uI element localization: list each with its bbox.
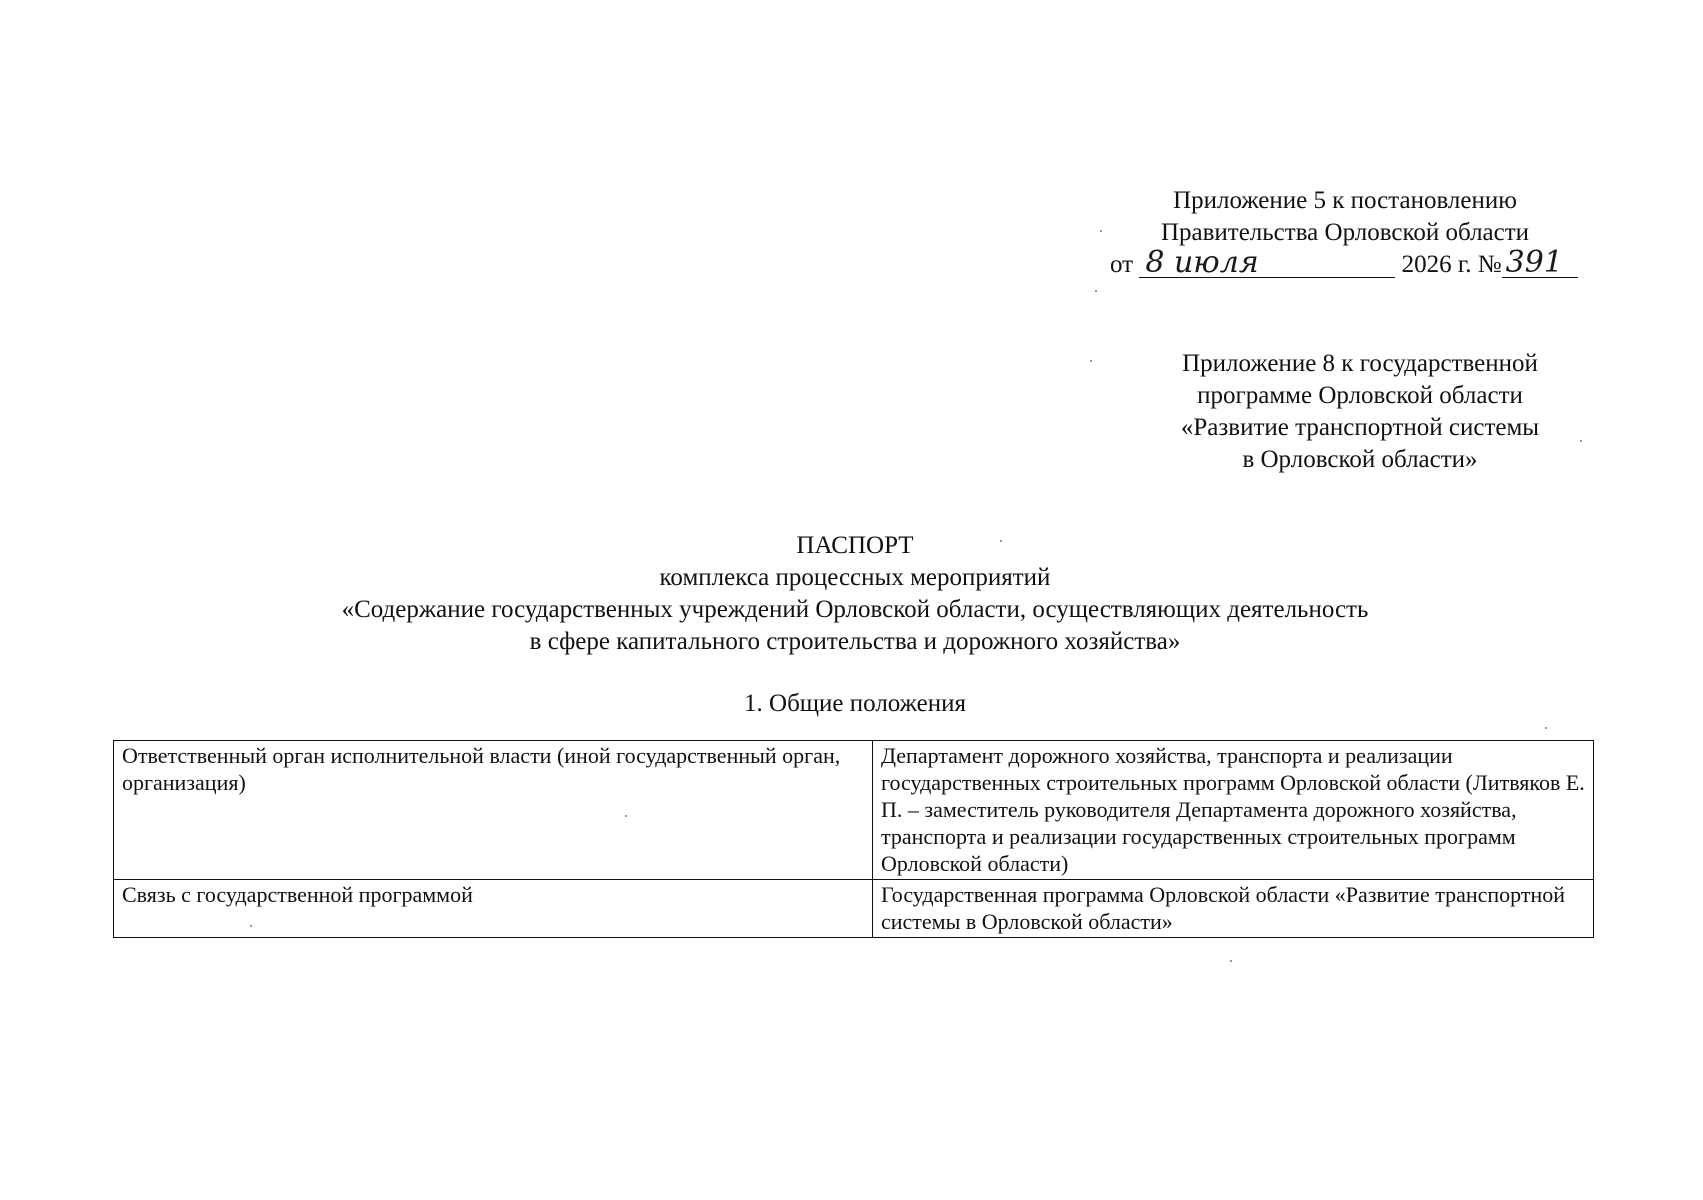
appendix-5-header	[1110, 185, 1580, 281]
scan-speck	[1000, 540, 1002, 542]
scan-speck	[1545, 727, 1547, 729]
date-prefix: от	[1110, 251, 1134, 278]
handwritten-number: 391	[1502, 249, 1578, 278]
scan-speck	[250, 925, 252, 927]
title-line3: «Содержание государственных учреждений Орловской области, осуществляющих деятельность	[341, 596, 1369, 623]
table-cell-label: Связь с государственной программой	[114, 880, 873, 938]
scan-speck	[625, 815, 627, 817]
title-line1: ПАСПОРТ	[796, 532, 914, 559]
table-cell-value: Департамент дорожного хозяйства, транспорта и реализации государственных строительных программ Орловской области (Литвяков Е. П. – заместитель руководителя Департамента дорожного хозяйства, транспорта и реализации государственных строительных программ Орловской области)	[873, 741, 1594, 880]
scan-speck	[1230, 960, 1232, 962]
passport-title	[115, 530, 1595, 658]
appendix-5-line2: Правительства Орловской области	[1160, 219, 1530, 246]
scan-speck	[1095, 290, 1097, 292]
general-provisions-table	[113, 740, 1594, 938]
handwritten-date: 8 июля	[1139, 249, 1395, 278]
table-row	[114, 741, 1594, 880]
appendix-8-line3: «Развитие транспортной системы	[1180, 414, 1540, 441]
appendix-8-header	[1120, 348, 1600, 476]
appendix-5-line1: Приложение 5 к постановлению	[1173, 187, 1517, 214]
title-line4: в сфере капитального строительства и дорожного хозяйства»	[529, 628, 1181, 655]
appendix-8-line4: в Орловской области»	[1242, 446, 1478, 473]
appendix-8-line2: программе Орловской области	[1197, 382, 1523, 409]
scan-speck	[1580, 440, 1582, 442]
table-row	[114, 880, 1594, 938]
appendix-8-line1: Приложение 8 к государственной	[1182, 350, 1538, 377]
scan-speck	[1090, 360, 1092, 362]
scan-speck	[1100, 230, 1102, 232]
table-cell-value: Государственная программа Орловской области «Развитие транспортной системы в Орловской области»	[873, 880, 1594, 938]
resolution-date-line	[1110, 245, 1580, 281]
table-cell-label: Ответственный орган исполнительной власти (иной государственный орган, организация)	[114, 741, 873, 880]
section-heading: 1. Общие положения	[744, 690, 966, 717]
title-line2: комплекса процессных мероприятий	[659, 564, 1051, 591]
year-number-label: 2026 г. №	[1401, 251, 1502, 278]
